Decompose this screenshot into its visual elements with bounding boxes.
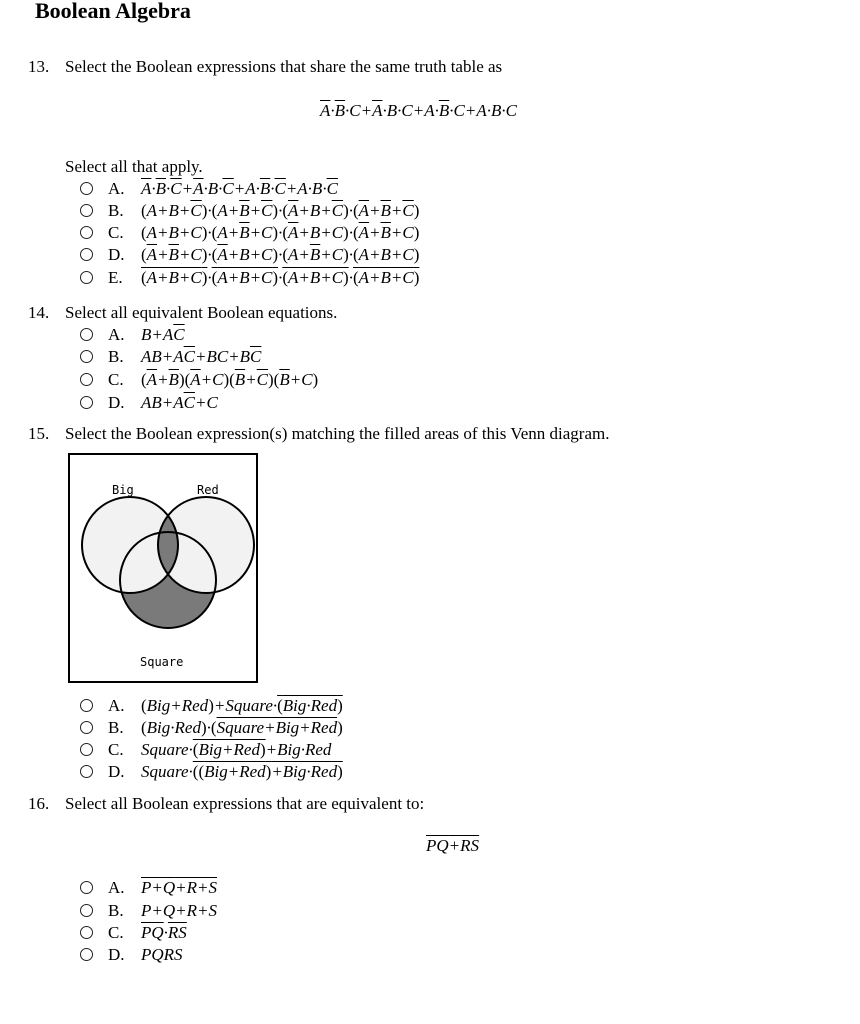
option-letter: C. (108, 223, 124, 242)
radio-button[interactable] (80, 904, 93, 917)
option-letter: C. (108, 740, 124, 759)
option-letter: C. (108, 923, 124, 942)
radio-button[interactable] (80, 328, 93, 341)
option-expression: P+Q+R+S (141, 878, 218, 897)
select-all-instruction: Select all that apply. (65, 157, 203, 176)
option-expression: (A+B+C)·(A+B+C)·(A+B+C)·(A+B+C) (141, 268, 420, 287)
radio-button[interactable] (80, 743, 93, 756)
radio-button[interactable] (80, 926, 93, 939)
option-letter: A. (108, 696, 125, 715)
question-14-text: Select all equivalent Boolean equations. (65, 303, 338, 322)
option-expression: $(\overline{A}+\overline{B}+C)\cdot(\overline{A}+B+C)\cdot(A+\overline{B}+C)\cdot(A+B+C)$ (141, 245, 420, 264)
question-13-target-expression: $\overline{A}\cdot\overline{B}\cdot C+\overline{A}\cdot B\cdot C+A\cdot\overline{B}\cdot C+A\cdot B\cdot C$ (320, 101, 517, 120)
radio-button[interactable] (80, 226, 93, 239)
question-15-number: 15. (28, 424, 50, 443)
option-expression: Square·((Big+Red)+Big·Red) (141, 762, 343, 781)
question-15-text: Select the Boolean expression(s) matching the filled areas of this Venn diagram. (65, 424, 610, 443)
radio-button[interactable] (80, 182, 93, 195)
venn-svg (70, 455, 256, 681)
question-14-number: 14. (28, 303, 50, 322)
option-letter: D. (108, 393, 125, 412)
question-13-text: Select the Boolean expressions that share the same truth table as (65, 57, 503, 76)
option-expression: (Big·Red)·(Square+Big+Red) (141, 718, 343, 737)
option-letter: B. (108, 201, 124, 220)
option-letter: D. (108, 245, 125, 264)
radio-button[interactable] (80, 396, 93, 409)
question-16-target-expression: PQ+RS (426, 836, 480, 855)
option-letter: E. (108, 268, 123, 287)
option-expression: $AB+A\overline{C}+BC+B\overline{C}$ (141, 347, 262, 366)
radio-button[interactable] (80, 948, 93, 961)
option-expression: $B+A\overline{C}$ (141, 325, 185, 344)
option-letter: A. (108, 179, 125, 198)
radio-button[interactable] (80, 350, 93, 363)
option-expression: $\overline{PQ}\cdot\overline{RS}$ (141, 923, 187, 942)
option-expression: $\overline{A}\cdot\overline{B}\cdot\overline{C}+\overline{A}\cdot B\cdot\overline{C}+A\cdot\overline{B}\cdot\overline{C}+A\cdot B\cdot\overline{C}$ (141, 179, 338, 198)
option-letter: B. (108, 347, 124, 366)
option-letter: B. (108, 901, 124, 920)
venn-label-red: Red (197, 483, 219, 497)
option-letter: A. (108, 325, 125, 344)
radio-button[interactable] (80, 765, 93, 778)
option-expression: $(\overline{A}+\overline{B})(\overline{A}+C)(\overline{B}+\overline{C})(\overline{B}+C)$ (141, 370, 319, 389)
question-16-text: Select all Boolean expressions that are equivalent to: (65, 794, 425, 813)
venn-diagram (68, 453, 258, 683)
option-expression: (Big+Red)+Square·(Big·Red) (141, 696, 343, 715)
question-16-number: 16. (28, 794, 50, 813)
option-expression: P+Q+R+S (141, 901, 217, 920)
option-expression: $(A+B+\overline{C})\cdot(A+\overline{B}+\overline{C})\cdot(\overline{A}+B+\overline{C})\cdot(\overline{A}+\overline{B}+\overline{C})$ (141, 201, 420, 220)
option-letter: D. (108, 945, 125, 964)
option-letter: D. (108, 762, 125, 781)
question-13-number: 13. (28, 57, 50, 76)
option-letter: C. (108, 370, 124, 389)
option-expression: $AB+A\overline{C}+C$ (141, 393, 218, 412)
option-expression: PQRS (141, 945, 183, 964)
venn-label-square: Square (140, 655, 184, 669)
radio-button[interactable] (80, 881, 93, 894)
option-letter: A. (108, 878, 125, 897)
radio-button[interactable] (80, 204, 93, 217)
option-expression: $(A+B+C)\cdot(A+\overline{B}+C)\cdot(\overline{A}+B+C)\cdot(\overline{A}+\overline{B}+C)$ (141, 223, 420, 242)
option-expression: Square·(Big+Red)+Big·Red (141, 740, 332, 759)
radio-button[interactable] (80, 721, 93, 734)
radio-button[interactable] (80, 271, 93, 284)
radio-button[interactable] (80, 248, 93, 261)
venn-label-big: Big (112, 483, 134, 497)
page-title: Boolean Algebra (35, 0, 191, 23)
radio-button[interactable] (80, 373, 93, 386)
option-letter: B. (108, 718, 124, 737)
radio-button[interactable] (80, 699, 93, 712)
